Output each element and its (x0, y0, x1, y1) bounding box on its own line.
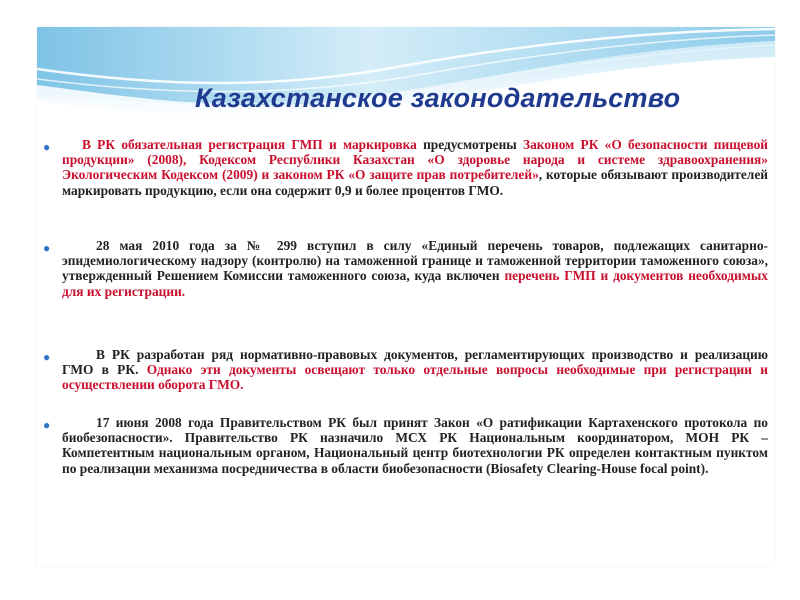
bullet-icon: ● (43, 418, 51, 432)
paragraph-3: В РК разработан ряд нормативно-правовых документов, регламентирующих производство и реализацию ГМО в РК. Однако эти документы освещают только отдельные вопросы необходимые при регистрации и осуществлении оборота ГМО. (62, 347, 768, 393)
bullet-icon: ● (43, 140, 51, 154)
paragraph-1: В РК обязательная регистрация ГМП и маркировка предусмотрены Законом РК «О безопасности пищевой продукции» (2008), Кодексом Республики Казахстан «О здоровье народа и системе здравоохранения» Экологическим Кодексом (2009) и законом РК «О защите прав потребителей», которые обязывают производителей маркировать продукцию, если она содержит 0,9 и более процентов ГМО. (62, 137, 768, 198)
slide-title: Казахстанское законодательство (195, 83, 681, 113)
slide (37, 27, 775, 567)
paragraph-2: 28 мая 2010 года за № 299 вступил в силу «Единый перечень товаров, подлежащих санитарно-эпидемиологическому надзору (контролю) на таможенной границе и таможенной территории таможенного союза», утвержденный Решением Комиссии таможенного союза, куда включен перечень ГМП и документов необходимых для их регистрации. (62, 238, 768, 299)
bullet-icon: ● (43, 350, 51, 364)
bullet-icon: ● (43, 241, 51, 255)
paragraph-4: 17 июня 2008 года Правительством РК был принят Закон «О ратификации Картахенского протокола по биобезопасности». Правительство РК назначило МСХ РК Национальным координатором, МОН РК – Компетентным национальным органом, Национальный центр биотехнологии РК определен контактным пунктом по реализации механизма посредничества в области биобезопасности (Biosafety Clearing-House focal point). (62, 415, 768, 476)
